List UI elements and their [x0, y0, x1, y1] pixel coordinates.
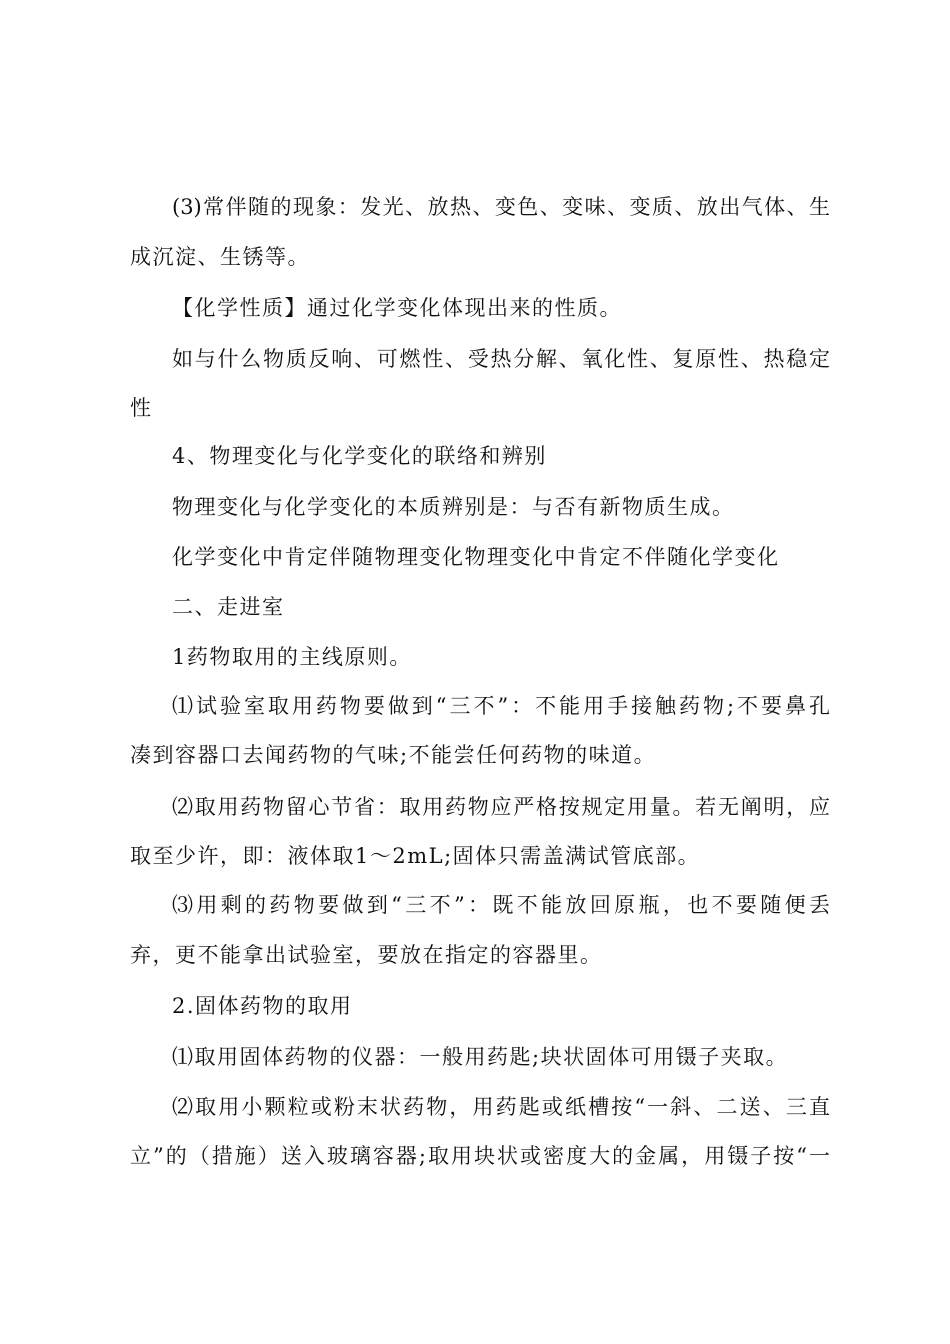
heading-solid-reagents: 2.固体药物的取用	[172, 994, 353, 1018]
paragraph-leftover-line1: ⑶用剩的药物要做到“三不”：既不能放回原瓶，也不要随便丢	[172, 893, 830, 917]
paragraph-examples-line1: 如与什么物质反响、可燃性、受热分解、氧化性、复原性、热稳定	[172, 347, 830, 371]
paragraph-leftover-line2: 弃，更不能拿出试验室，要放在指定的容器里。	[130, 943, 603, 967]
heading-section-two: 二、走进室	[172, 595, 285, 619]
heading-section-4: 4、物理变化与化学变化的联络和辨别	[172, 444, 547, 468]
paragraph-phenomena-line1: (3)常伴随的现象：发光、放热、变色、变味、变质、放出气体、生	[172, 195, 830, 219]
paragraph-chemical-property: 【化学性质】通过化学变化体现出来的性质。	[172, 296, 622, 320]
paragraph-economy-line2: 取至少许，即：液体取1～2mL;固体只需盖满试管底部。	[130, 844, 701, 868]
paragraph-instruments: ⑴取用固体药物的仪器：一般用药匙;块状固体可用镊子夹取。	[172, 1045, 789, 1069]
heading-principles: 1药物取用的主线原则。	[172, 645, 412, 669]
paragraph-three-nots-line1: ⑴试验室取用药物要做到“三不”：不能用手接触药物;不要鼻孔	[172, 694, 830, 718]
paragraph-accompany: 化学变化中肯定伴随物理变化物理变化中肯定不伴随化学变化	[172, 545, 780, 569]
paragraph-examples-line2: 性	[130, 396, 153, 420]
paragraph-essential-difference: 物理变化与化学变化的本质辨别是：与否有新物质生成。	[172, 495, 735, 519]
paragraph-phenomena-line2: 成沉淀、生锈等。	[130, 245, 310, 269]
paragraph-powder-line1: ⑵取用小颗粒或粉末状药物，用药匙或纸槽按“一斜、二送、三直	[172, 1095, 830, 1119]
paragraph-economy-line1: ⑵取用药物留心节省：取用药物应严格按规定用量。若无阐明，应	[172, 795, 830, 819]
paragraph-three-nots-line2: 凑到容器口去闻药物的气味;不能尝任何药物的味道。	[130, 743, 657, 767]
paragraph-powder-line2: 立”的（措施）送入玻璃容器;取用块状或密度大的金属，用镊子按“一	[130, 1144, 830, 1168]
